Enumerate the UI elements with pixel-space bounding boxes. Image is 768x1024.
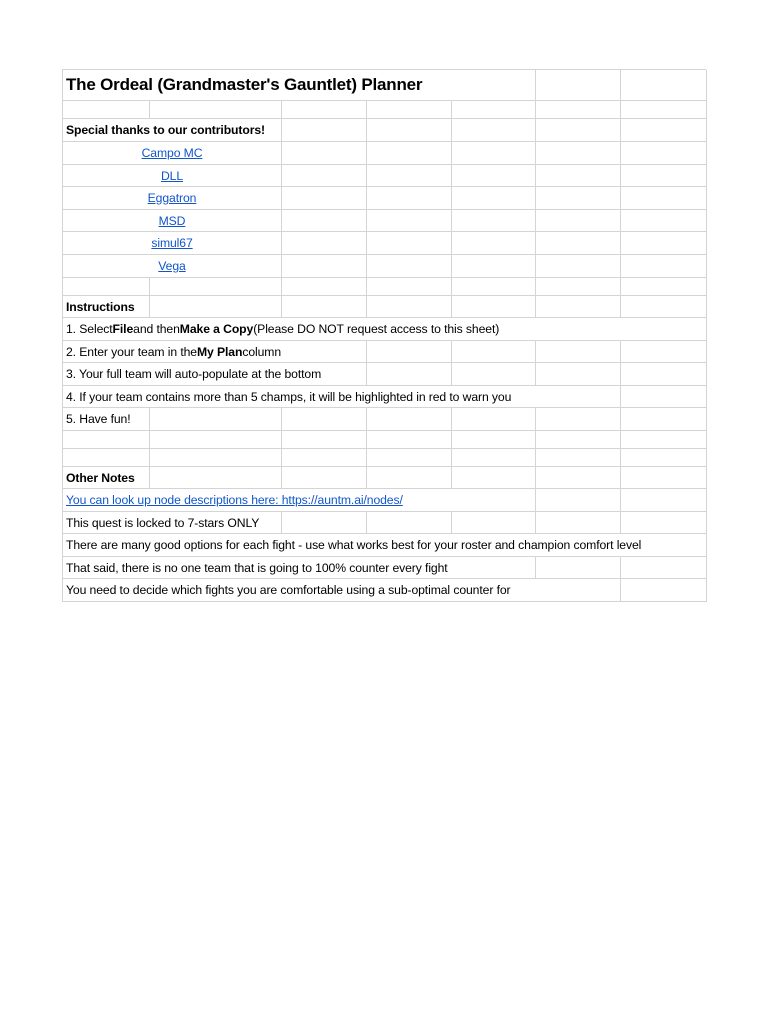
contributor-link-msd[interactable]: MSD (158, 213, 186, 228)
instructions-heading: Instructions (66, 299, 135, 314)
instruction-step-3: 3. Your full team will auto-populate at the bottom (66, 367, 322, 381)
contributor-link-simul67[interactable]: simul67 (151, 236, 193, 250)
instruction-row (63, 341, 706, 363)
note-7-stars: This quest is locked to 7-stars ONLY (66, 515, 260, 530)
instruction-step-4: 4. If your team contains more than 5 champs, it will be highlighted in red to warn you (66, 389, 512, 404)
note-row (63, 534, 706, 557)
contributors-heading-row (63, 119, 706, 142)
page-title: The Ordeal (Grandmaster's Gauntlet) Planner (66, 75, 423, 94)
contributor-row (63, 232, 706, 255)
instruction-row (63, 386, 706, 408)
instruction-step-5: 5. Have fun! (66, 412, 131, 426)
instruction-step-1: 1. Select File and then Make a Copy (Please DO NOT request access to this sheet) (66, 322, 500, 336)
notes-heading-row (63, 467, 706, 489)
spreadsheet (62, 69, 706, 602)
contributor-row (63, 255, 706, 278)
note-no-one-team: That said, there is no one team that is going to 100% counter every fight (66, 560, 448, 575)
contributor-row (63, 142, 706, 165)
contributor-link-eggatron[interactable]: Eggatron (147, 191, 197, 205)
contributor-row (63, 187, 706, 210)
empty-row (63, 449, 706, 467)
contributor-link-campo-mc[interactable]: Campo MC (141, 146, 203, 160)
notes-heading: Other Notes (66, 470, 135, 485)
node-descriptions-link[interactable]: You can look up node descriptions here: https://auntm.ai/nodes/ (66, 493, 403, 507)
instruction-row (63, 318, 706, 341)
contributor-link-vega[interactable]: Vega (158, 259, 186, 273)
note-row (63, 489, 706, 512)
note-row (63, 557, 706, 579)
contributor-row (63, 210, 706, 232)
empty-row (63, 431, 706, 449)
contributors-heading: Special thanks to our contributors! (66, 123, 265, 137)
note-row (63, 512, 706, 534)
note-row (63, 579, 706, 602)
empty-row (63, 101, 706, 119)
instruction-row (63, 408, 706, 431)
contributor-row (63, 165, 706, 187)
note-sub-optimal: You need to decide which fights you are comfortable using a sub-optimal counter for (66, 583, 511, 597)
title-row (63, 70, 706, 101)
instruction-step-2: 2. Enter your team in the My Plan column (66, 344, 282, 359)
note-good-options: There are many good options for each fight - use what works best for your roster and champion comfort level (66, 538, 642, 552)
instruction-row (63, 363, 706, 386)
contributor-link-dll[interactable]: DLL (160, 168, 184, 183)
empty-row (63, 278, 706, 296)
instructions-heading-row (63, 296, 706, 318)
